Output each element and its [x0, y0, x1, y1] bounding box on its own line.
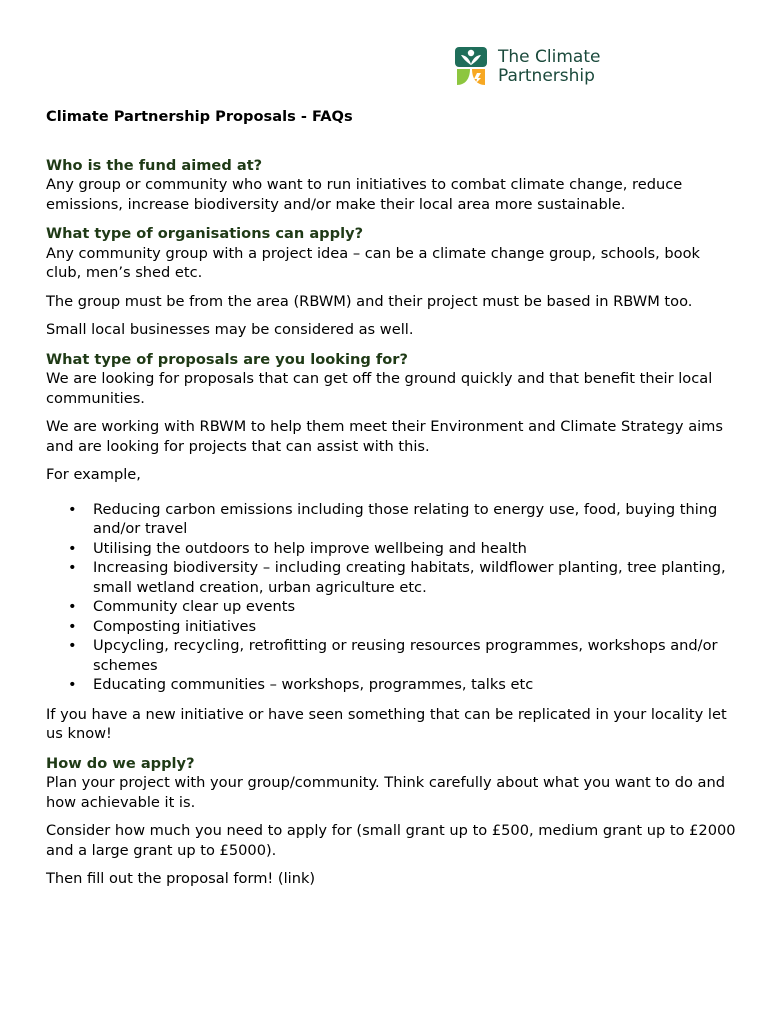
page-title: Climate Partnership Proposals - FAQs: [46, 108, 353, 125]
faq-answer-who-paragraph: Any group or community who want to run initiatives to combat climate change, reduce emissions, increase biodiversity and/or make their local area more sustainable.: [46, 176, 683, 213]
faq-answer-proposals-paragraph: We are looking for proposals that can get off the ground quickly and that benefit their local communities.: [46, 370, 713, 407]
faq-question-who: Who is the fund aimed at?: [46, 156, 263, 174]
list-item-text: Reducing carbon emissions including those relating to energy use, food, buying thing and/or travel: [93, 500, 718, 537]
faq-question-orgs: What type of organisations can apply?: [46, 225, 364, 242]
bullet-icon: •: [68, 637, 77, 654]
list-item-text: Community clear up events: [93, 598, 296, 615]
document-body: [46, 107, 736, 898]
bullet-icon: •: [68, 559, 77, 576]
logo-line-2: Partnership: [498, 66, 595, 86]
bullet-icon: •: [68, 598, 77, 615]
bullet-icon: •: [68, 500, 77, 518]
logo-wordmark: [498, 48, 600, 86]
list-item-text: Utilising the outdoors to help improve wellbeing and health: [93, 539, 527, 557]
list-item-text: Educating communities – workshops, programmes, talks etc: [93, 676, 534, 693]
faq-answer-proposals-closing: If you have a new initiative or have seen something that can be replicated in your locality let us know!: [46, 705, 727, 742]
faq-answer-proposals-paragraph: For example,: [46, 466, 141, 483]
list-item: [68, 636, 736, 675]
faq-question-proposals: What type of proposals are you looking for?: [46, 350, 408, 368]
list-item: [68, 500, 736, 539]
list-item: [68, 539, 736, 559]
bullet-icon: •: [68, 676, 77, 693]
list-item: [68, 675, 736, 695]
faq-answer-proposals-paragraph: We are working with RBWM to help them meet their Environment and Climate Strategy aims and are looking for projects that can assist with this.: [46, 418, 724, 455]
list-item-text: Increasing biodiversity – including creating habitats, wildflower planting, tree planting, small wetland creation, urban agriculture etc.: [93, 559, 726, 596]
bullet-icon: •: [68, 617, 77, 635]
climate-partnership-logo: [455, 47, 625, 89]
faq-answer-orgs-paragraph: The group must be from the area (RBWM) and their project must be based in RBWM too.: [46, 292, 693, 310]
list-item: [68, 617, 736, 637]
faq-question-apply: How do we apply?: [46, 754, 195, 772]
climate-partnership-logo-icon: [455, 47, 487, 87]
faq-answer-orgs-paragraph: Small local businesses may be considered as well.: [46, 321, 414, 338]
faq-answer-apply-paragraph: Consider how much you need to apply for (small grant up to £500, medium grant up to £2000 and a large grant up to £5000).: [46, 822, 736, 859]
examples-list: [46, 500, 736, 695]
list-item-text: Composting initiatives: [93, 617, 257, 635]
faq-answer-apply-paragraph: Plan your project with your group/community. Think carefully about what you want to do and how achievable it is.: [46, 774, 725, 811]
bullet-icon: •: [68, 539, 77, 557]
list-item: [68, 597, 736, 617]
list-item: [68, 558, 736, 597]
faq-answer-apply-paragraph: Then fill out the proposal form! (link): [46, 870, 316, 887]
logo-line-1: The Climate: [498, 47, 601, 67]
faq-answer-orgs-paragraph: Any community group with a project idea – can be a climate change group, schools, book club, men’s shed etc.: [46, 244, 700, 281]
list-item-text: Upcycling, recycling, retrofitting or reusing resources programmes, workshops and/or schemes: [93, 637, 718, 674]
